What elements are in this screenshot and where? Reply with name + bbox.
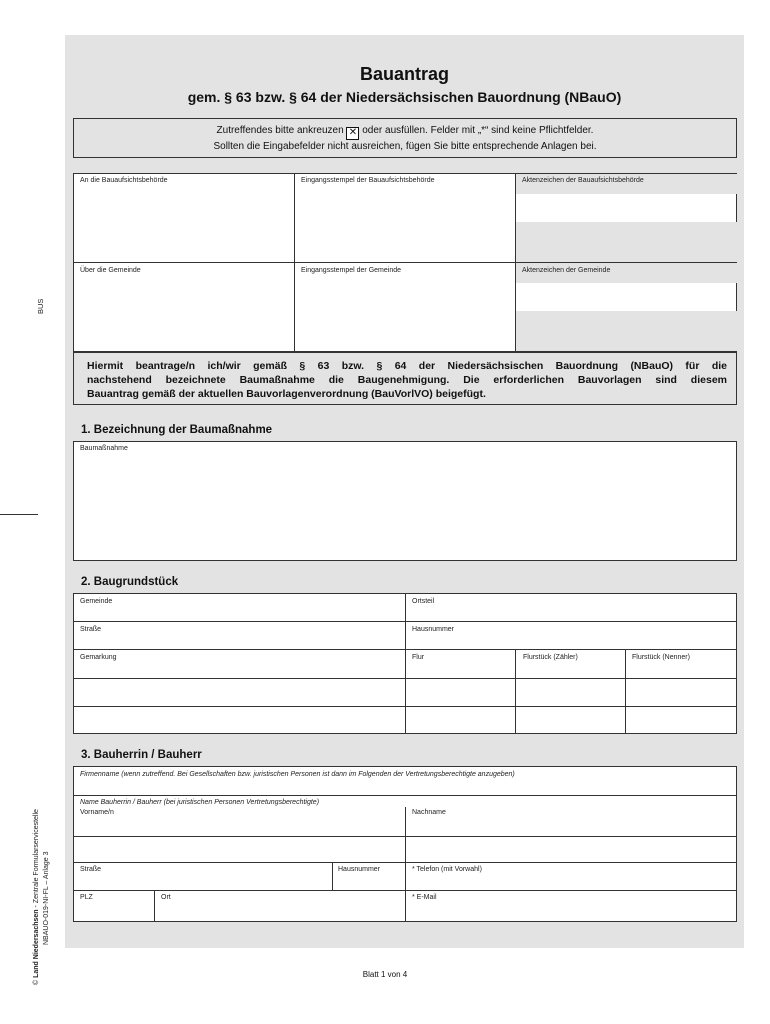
- an-die-behoerde-field[interactable]: An die Bauaufsichtsbehörde: [80, 177, 168, 184]
- eingangsstempel-gemeinde-field[interactable]: Eingangsstempel der Gemeinde: [301, 267, 402, 274]
- copyright-org: Land Niedersachsen: [33, 909, 40, 978]
- telefon-field[interactable]: * Telefon (mit Vorwahl): [412, 866, 482, 873]
- instructions-pre: Zutreffendes bitte ankreuzen: [216, 125, 344, 136]
- bh-vline-1: [405, 807, 406, 922]
- vorname-field[interactable]: Vorname/n: [80, 809, 114, 816]
- bauherr-strasse-field[interactable]: Straße: [80, 866, 102, 873]
- authority-box: [73, 173, 737, 352]
- copyright-text: [33, 809, 40, 985]
- instructions-box: [73, 118, 737, 158]
- instructions-post: oder ausfüllen. Felder mit „*“ sind keine Pflichtfelder.: [362, 125, 594, 136]
- instructions-line-1: [74, 125, 736, 140]
- eingangsstempel-behoerde-field[interactable]: Eingangsstempel der Bauaufsichtsbehörde: [301, 177, 435, 184]
- nachname-field[interactable]: Nachname: [412, 809, 446, 816]
- page-title: Bauantrag: [359, 64, 449, 84]
- aktenzeichen-gemeinde-field[interactable]: Aktenzeichen der Gemeinde: [522, 267, 611, 274]
- copyright-prefix: ©: [33, 977, 40, 985]
- page-number: Blatt 1 von 4: [362, 970, 408, 979]
- flur-field[interactable]: Flur: [412, 654, 425, 661]
- gr-vline-1: [405, 594, 406, 734]
- baumassnahme-field[interactable]: [73, 441, 737, 561]
- gr-vline-3: [625, 649, 626, 734]
- baugrundstueck-table: [73, 593, 737, 734]
- section-1-heading: 1. Bezeichnung der Baumaßnahme: [81, 424, 273, 436]
- name-bauherr-label: Name Bauherrin / Bauherr (bei juristischen Personen Vertretungsberechtigte): [80, 799, 320, 806]
- statement-line-2: nachstehend bezeichnete Baumaßnahme die Baugenehmigung. Die erforderlichen Bauvorlagen sind diesem: [87, 374, 727, 386]
- firmenname-field[interactable]: Firmenname (wenn zutreffend. Bei Gesellschaften bzw. juristischen Personen ist dann im Folgenden der Vertretungsberechtigte anzugeben): [80, 771, 515, 778]
- aktenzeichen-behoerde-field[interactable]: Aktenzeichen der Bauaufsichtsbehörde: [522, 177, 644, 184]
- copyright-suffix: - Zentrale Formularservicestelle: [33, 809, 40, 910]
- authority-divider-1: [294, 174, 295, 352]
- authority-divider-2: [515, 174, 516, 352]
- page-subtitle: gem. § 63 bzw. § 64 der Niedersächsischen Bauordnung (NBauO): [187, 89, 622, 105]
- strasse-field[interactable]: Straße: [80, 626, 102, 633]
- ortsteil-field[interactable]: Ortsteil: [412, 598, 435, 605]
- baumassnahme-label: Baumaßnahme: [80, 445, 128, 452]
- statement-text: [87, 359, 727, 401]
- email-field[interactable]: * E-Mail: [412, 894, 437, 901]
- bauherr-hausnummer-field[interactable]: Hausnummer: [338, 866, 381, 873]
- form-id: NBAUO-019-NI-FL – Anlage 3: [43, 851, 50, 945]
- ueber-gemeinde-field[interactable]: Über die Gemeinde: [80, 267, 141, 274]
- bh-vline-3: [154, 890, 155, 922]
- flurstueck-nenner-field[interactable]: Flurstück (Nenner): [632, 654, 690, 661]
- form-code-label: BUS: [36, 298, 45, 314]
- authority-divider-h: [74, 262, 736, 263]
- section-3-heading: 3. Bauherrin / Bauherr: [81, 749, 202, 761]
- bh-line-1: [74, 795, 736, 796]
- gemeinde-field[interactable]: Gemeinde: [80, 598, 113, 605]
- authority-grey-row-4: [516, 311, 737, 351]
- authority-grey-row-2: [516, 222, 737, 262]
- fold-mark: [0, 514, 38, 515]
- gemarkung-field[interactable]: Gemarkung: [80, 654, 117, 661]
- plz-field[interactable]: PLZ: [80, 894, 93, 901]
- statement-line-3: Bauantrag gemäß der aktuellen Bauvorlagenverordnung (BauVorlVO) beigefügt.: [87, 388, 486, 400]
- flurstueck-zaehler-field[interactable]: Flurstück (Zähler): [523, 654, 578, 661]
- section-2-heading: 2. Baugrundstück: [81, 576, 179, 588]
- bh-vline-2: [332, 862, 333, 890]
- checkbox-x-icon: ✕: [346, 127, 359, 140]
- ort-field[interactable]: Ort: [161, 894, 171, 901]
- statement-box: [73, 352, 737, 405]
- gr-vline-2: [515, 649, 516, 734]
- bauherr-table: [73, 766, 737, 922]
- statement-line-1: Hiermit beantrage/n ich/wir gemäß § 63 bzw. § 64 der Niedersächsischen Bauordnung (NBauO) für die: [87, 360, 727, 372]
- instructions-line-2: Sollten die Eingabefelder nicht ausreichen, fügen Sie bitte entsprechende Anlagen bei.: [213, 141, 597, 152]
- hausnummer-field[interactable]: Hausnummer: [412, 626, 455, 633]
